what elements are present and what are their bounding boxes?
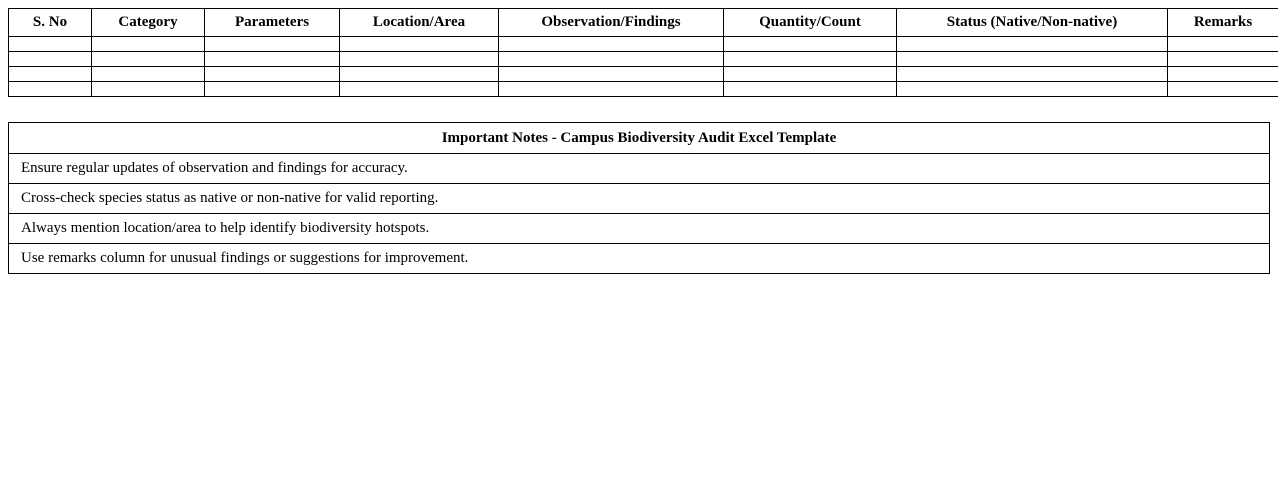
campus-biodiversity-audit-table [8, 8, 1278, 97]
cell-s-no[interactable] [9, 82, 92, 97]
cell-quantity-count[interactable] [724, 52, 897, 67]
note-text: Ensure regular updates of observation and findings for accuracy. [9, 154, 1270, 184]
column-header-status: Status (Native/Non-native) [897, 9, 1168, 37]
table-row [9, 82, 1278, 97]
list-item [9, 214, 1270, 244]
column-header-category: Category [92, 9, 205, 37]
cell-status[interactable] [897, 52, 1168, 67]
column-header-quantity-count: Quantity/Count [724, 9, 897, 37]
table-row [9, 37, 1278, 52]
cell-parameters[interactable] [205, 67, 340, 82]
cell-parameters[interactable] [205, 37, 340, 52]
cell-location-area[interactable] [340, 52, 499, 67]
cell-s-no[interactable] [9, 52, 92, 67]
table-header-row [9, 9, 1278, 37]
column-header-s-no: S. No [9, 9, 92, 37]
cell-location-area[interactable] [340, 67, 499, 82]
cell-location-area[interactable] [340, 82, 499, 97]
cell-category[interactable] [92, 67, 205, 82]
cell-quantity-count[interactable] [724, 37, 897, 52]
cell-status[interactable] [897, 82, 1168, 97]
note-text: Use remarks column for unusual findings or suggestions for improvement. [9, 244, 1270, 274]
cell-remarks[interactable] [1168, 67, 1278, 82]
cell-remarks[interactable] [1168, 52, 1278, 67]
cell-category[interactable] [92, 37, 205, 52]
cell-quantity-count[interactable] [724, 82, 897, 97]
column-header-location-area: Location/Area [340, 9, 499, 37]
column-header-observation: Observation/Findings [499, 9, 724, 37]
cell-parameters[interactable] [205, 82, 340, 97]
notes-title: Important Notes - Campus Biodiversity Audit Excel Template [9, 123, 1270, 154]
cell-remarks[interactable] [1168, 37, 1278, 52]
cell-observation[interactable] [499, 67, 724, 82]
list-item [9, 154, 1270, 184]
column-header-parameters: Parameters [205, 9, 340, 37]
cell-category[interactable] [92, 52, 205, 67]
cell-category[interactable] [92, 82, 205, 97]
cell-quantity-count[interactable] [724, 67, 897, 82]
cell-parameters[interactable] [205, 52, 340, 67]
table-row [9, 52, 1278, 67]
cell-location-area[interactable] [340, 37, 499, 52]
cell-remarks[interactable] [1168, 82, 1278, 97]
cell-s-no[interactable] [9, 67, 92, 82]
cell-status[interactable] [897, 67, 1168, 82]
table-row [9, 67, 1278, 82]
important-notes-table [8, 122, 1270, 274]
note-text: Cross-check species status as native or non-native for valid reporting. [9, 184, 1270, 214]
notes-header-row [9, 123, 1270, 154]
note-text: Always mention location/area to help identify biodiversity hotspots. [9, 214, 1270, 244]
cell-observation[interactable] [499, 37, 724, 52]
cell-observation[interactable] [499, 52, 724, 67]
list-item [9, 244, 1270, 274]
cell-s-no[interactable] [9, 37, 92, 52]
list-item [9, 184, 1270, 214]
cell-status[interactable] [897, 37, 1168, 52]
column-header-remarks: Remarks [1168, 9, 1278, 37]
cell-observation[interactable] [499, 82, 724, 97]
